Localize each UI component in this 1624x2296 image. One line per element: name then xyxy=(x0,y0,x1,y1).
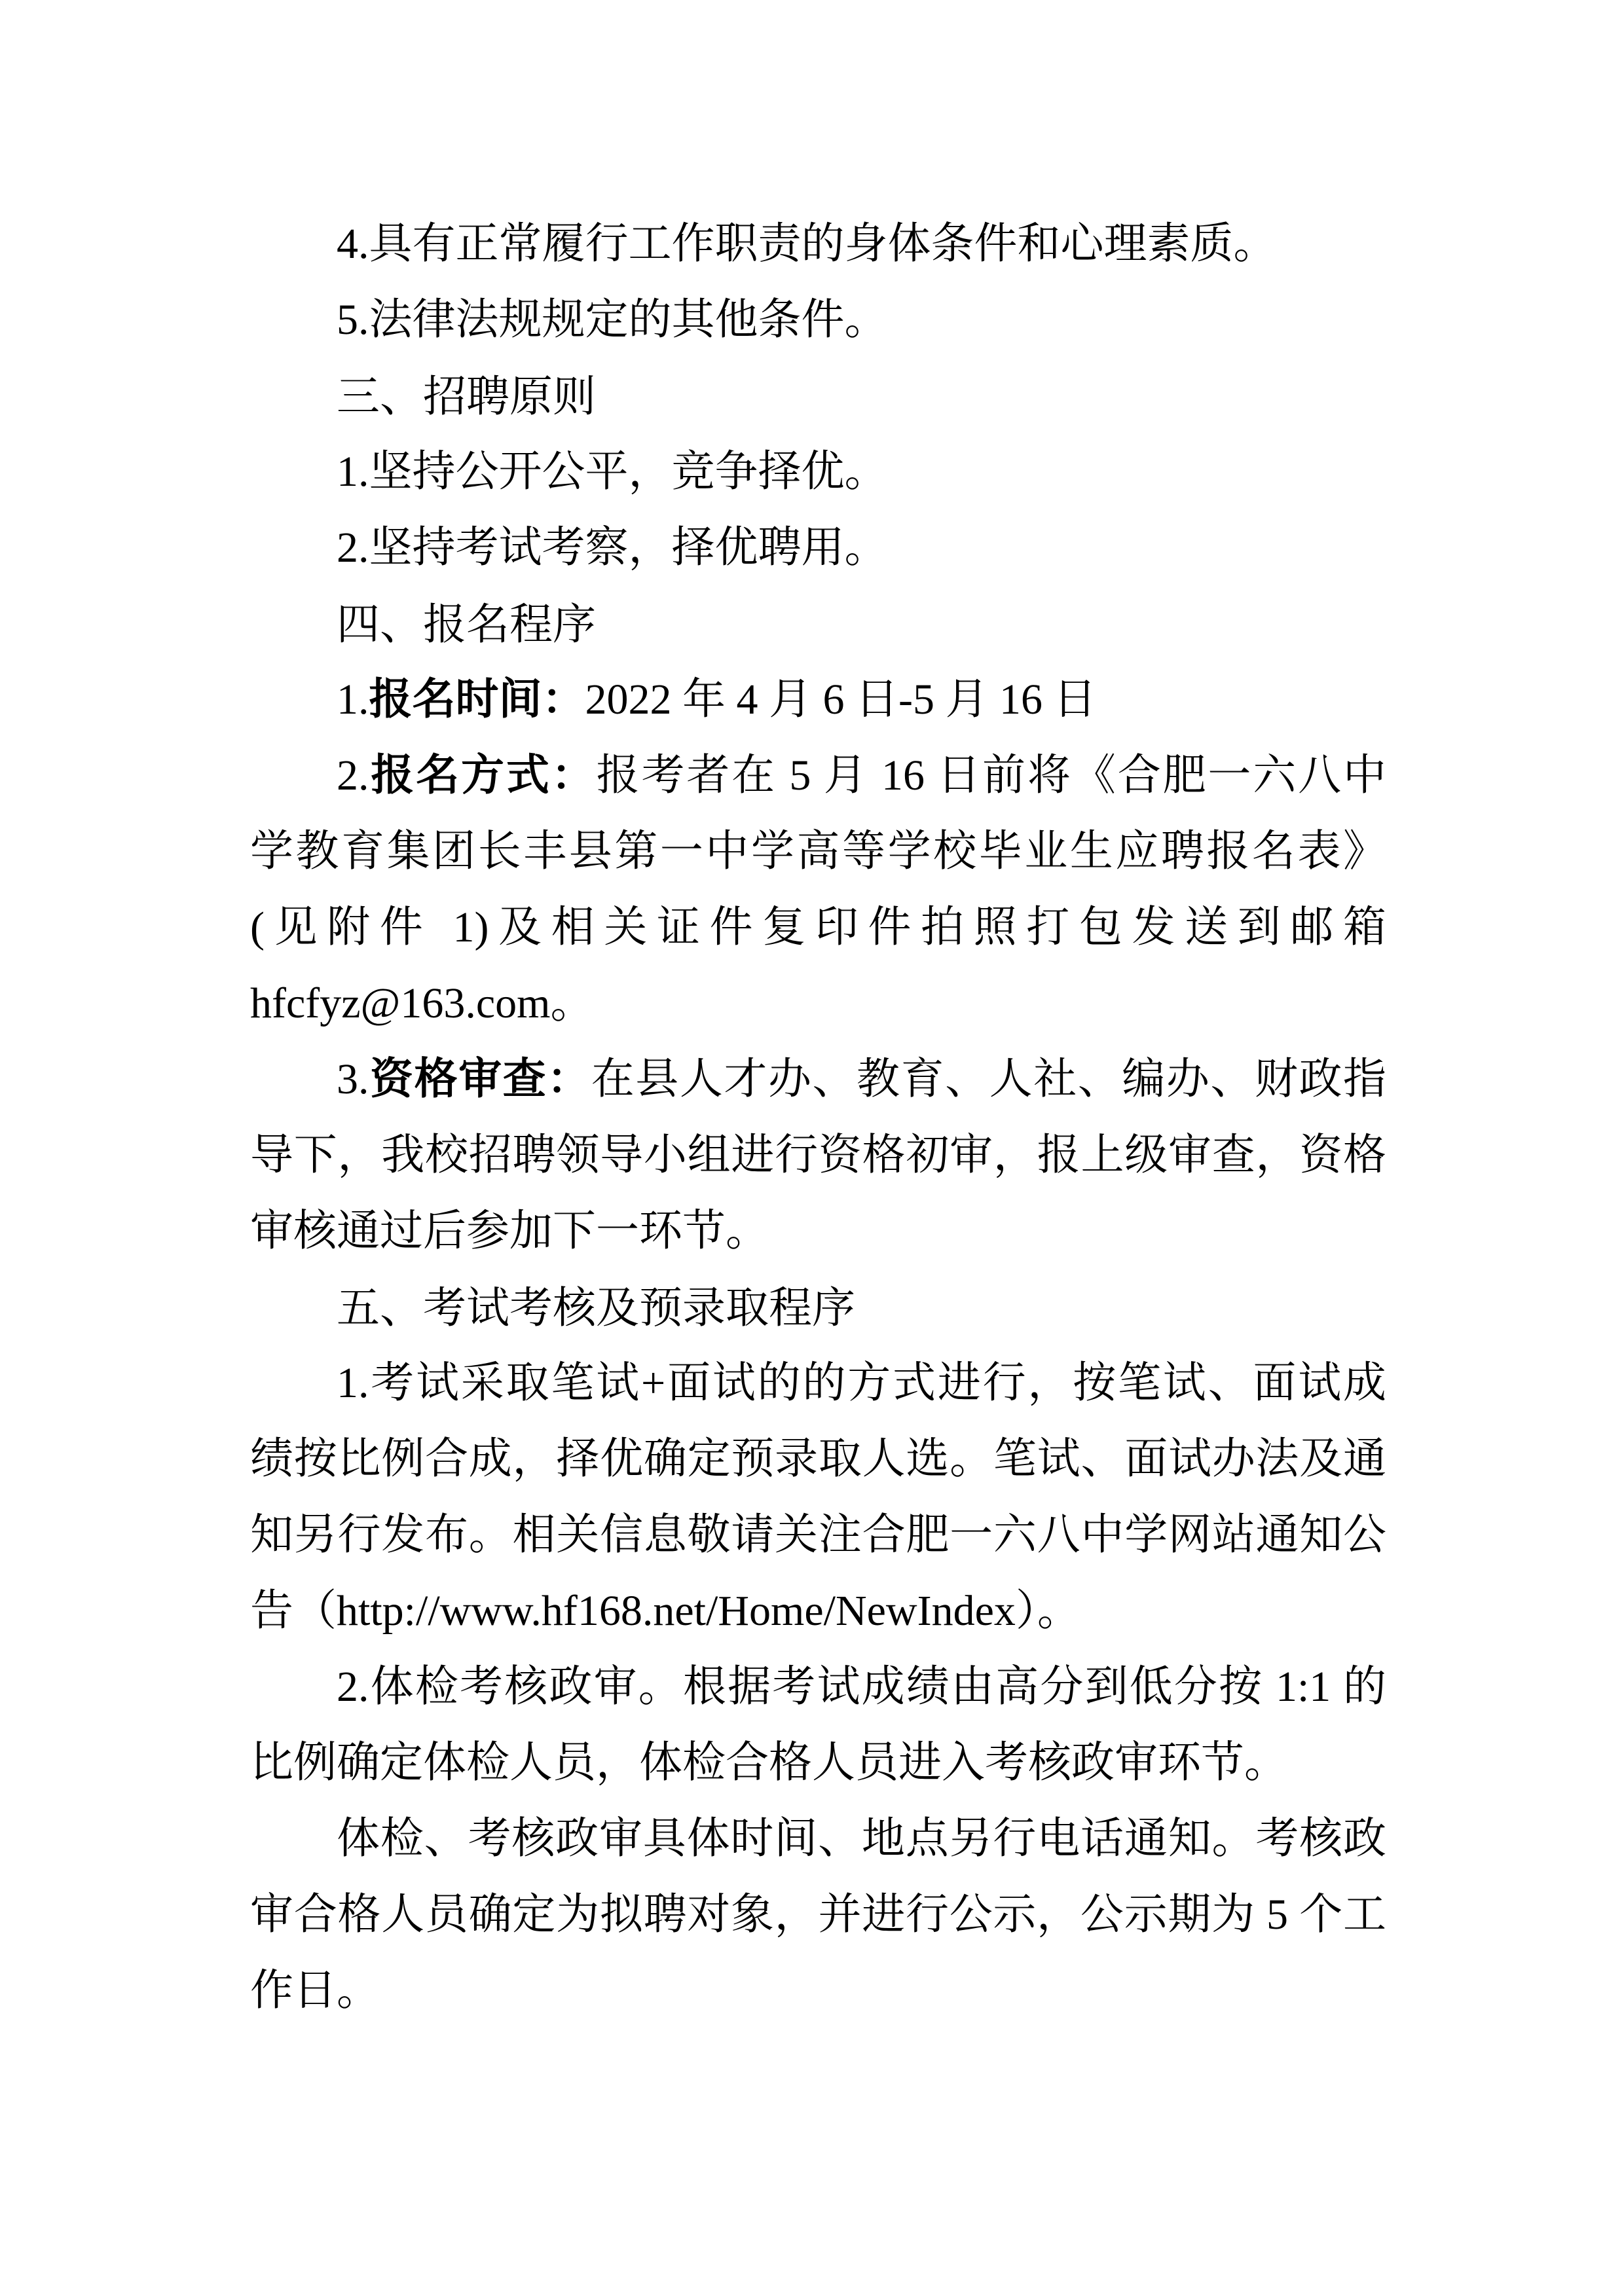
bold-label: 资格审查： xyxy=(369,1055,591,1103)
website-url: 告（http://www.hf168.net/Home/NewIndex）。 xyxy=(250,1587,1080,1635)
paragraph-line-qualification-review xyxy=(250,1042,1386,1118)
paragraph-line xyxy=(250,1345,1386,1421)
list-number: 3. xyxy=(337,1055,369,1103)
paragraph-line xyxy=(250,1801,1386,1877)
paragraph-line xyxy=(250,434,1386,510)
paragraph-line-registration-method xyxy=(250,738,1386,814)
text-run: 在县人才办、教育、人社、编办、财政指 xyxy=(591,1055,1387,1103)
paragraph-line xyxy=(250,1725,1386,1801)
paragraph-line xyxy=(250,1421,1386,1497)
paragraph-line xyxy=(250,1118,1386,1194)
text-run: 审核通过后参加下一环节。 xyxy=(250,1207,769,1255)
paragraph-line-registration-time xyxy=(250,662,1386,738)
heading-section-3-recruitment-principles xyxy=(250,358,1386,434)
heading-section-5-exam-and-admission-procedure xyxy=(250,1269,1386,1345)
paragraph-line xyxy=(250,1497,1386,1573)
text-run: 1.考试采取笔试+面试的的方式进行，按笔试、面试成 xyxy=(337,1359,1386,1407)
paragraph-line xyxy=(250,206,1386,282)
text-run: 作日。 xyxy=(250,1967,380,2014)
text-run: 1.坚持公开公平，竞争择优。 xyxy=(337,448,888,496)
text-run: 知另行发布。相关信息敬请关注合肥一六八中学网站通知公 xyxy=(250,1511,1386,1559)
date-range: 2022 年 4 月 6 日-5 月 16 日 xyxy=(585,676,1097,723)
email-address-line xyxy=(250,966,1386,1042)
bold-label: 报名方式： xyxy=(369,752,597,799)
text-run: 比例确定体检人员，体检合格人员进入考核政审环节。 xyxy=(250,1739,1287,1787)
list-number: 2. xyxy=(337,752,369,799)
paragraph-line xyxy=(250,1877,1386,1953)
website-url-line xyxy=(250,1573,1386,1649)
text-run: 2.体检考核政审。根据考试成绩由高分到低分按 1:1 的 xyxy=(337,1663,1386,1711)
paragraph-line xyxy=(250,890,1386,966)
text-run: 5.法律法规规定的其他条件。 xyxy=(337,296,888,344)
text-run: 2.坚持考试考察，择优聘用。 xyxy=(337,524,888,572)
heading-text: 四、报名程序 xyxy=(337,600,596,648)
paragraph-line xyxy=(250,282,1386,358)
paragraph-line xyxy=(250,1194,1386,1269)
email-address: hfcfyz@163.com。 xyxy=(250,979,594,1027)
text-run: 绩按比例合成，择优确定预录取人选。笔试、面试办法及通 xyxy=(250,1435,1386,1483)
text-run: (见附件 1)及相关证件复印件拍照打包发送到邮箱 xyxy=(250,903,1386,951)
paragraph-line xyxy=(250,814,1386,890)
list-number: 1. xyxy=(337,676,369,723)
text-run: 审合格人员确定为拟聘对象，并进行公示，公示期为 5 个工 xyxy=(250,1891,1386,1939)
paragraph-line xyxy=(250,510,1386,586)
paragraph-line xyxy=(250,1649,1386,1725)
heading-text: 三、招聘原则 xyxy=(337,372,596,420)
paragraph-line xyxy=(250,1953,1386,2029)
heading-text: 五、考试考核及预录取程序 xyxy=(337,1283,855,1332)
bold-label: 报名时间： xyxy=(369,676,585,723)
text-run: 4.具有正常履行工作职责的身体条件和心理素质。 xyxy=(337,220,1277,268)
heading-section-4-registration-procedure xyxy=(250,586,1386,662)
text-run: 导下，我校招聘领导小组进行资格初审，报上级审查，资格 xyxy=(250,1131,1386,1179)
text-run: 学教育集团长丰县第一中学高等学校毕业生应聘报名表》 xyxy=(250,828,1386,875)
text-run: 体检、考核政审具体时间、地点另行电话通知。考核政 xyxy=(337,1815,1386,1863)
document-text-block xyxy=(250,206,1386,2029)
text-run: 报考者在 5 月 16 日前将《合肥一六八中 xyxy=(596,752,1386,799)
